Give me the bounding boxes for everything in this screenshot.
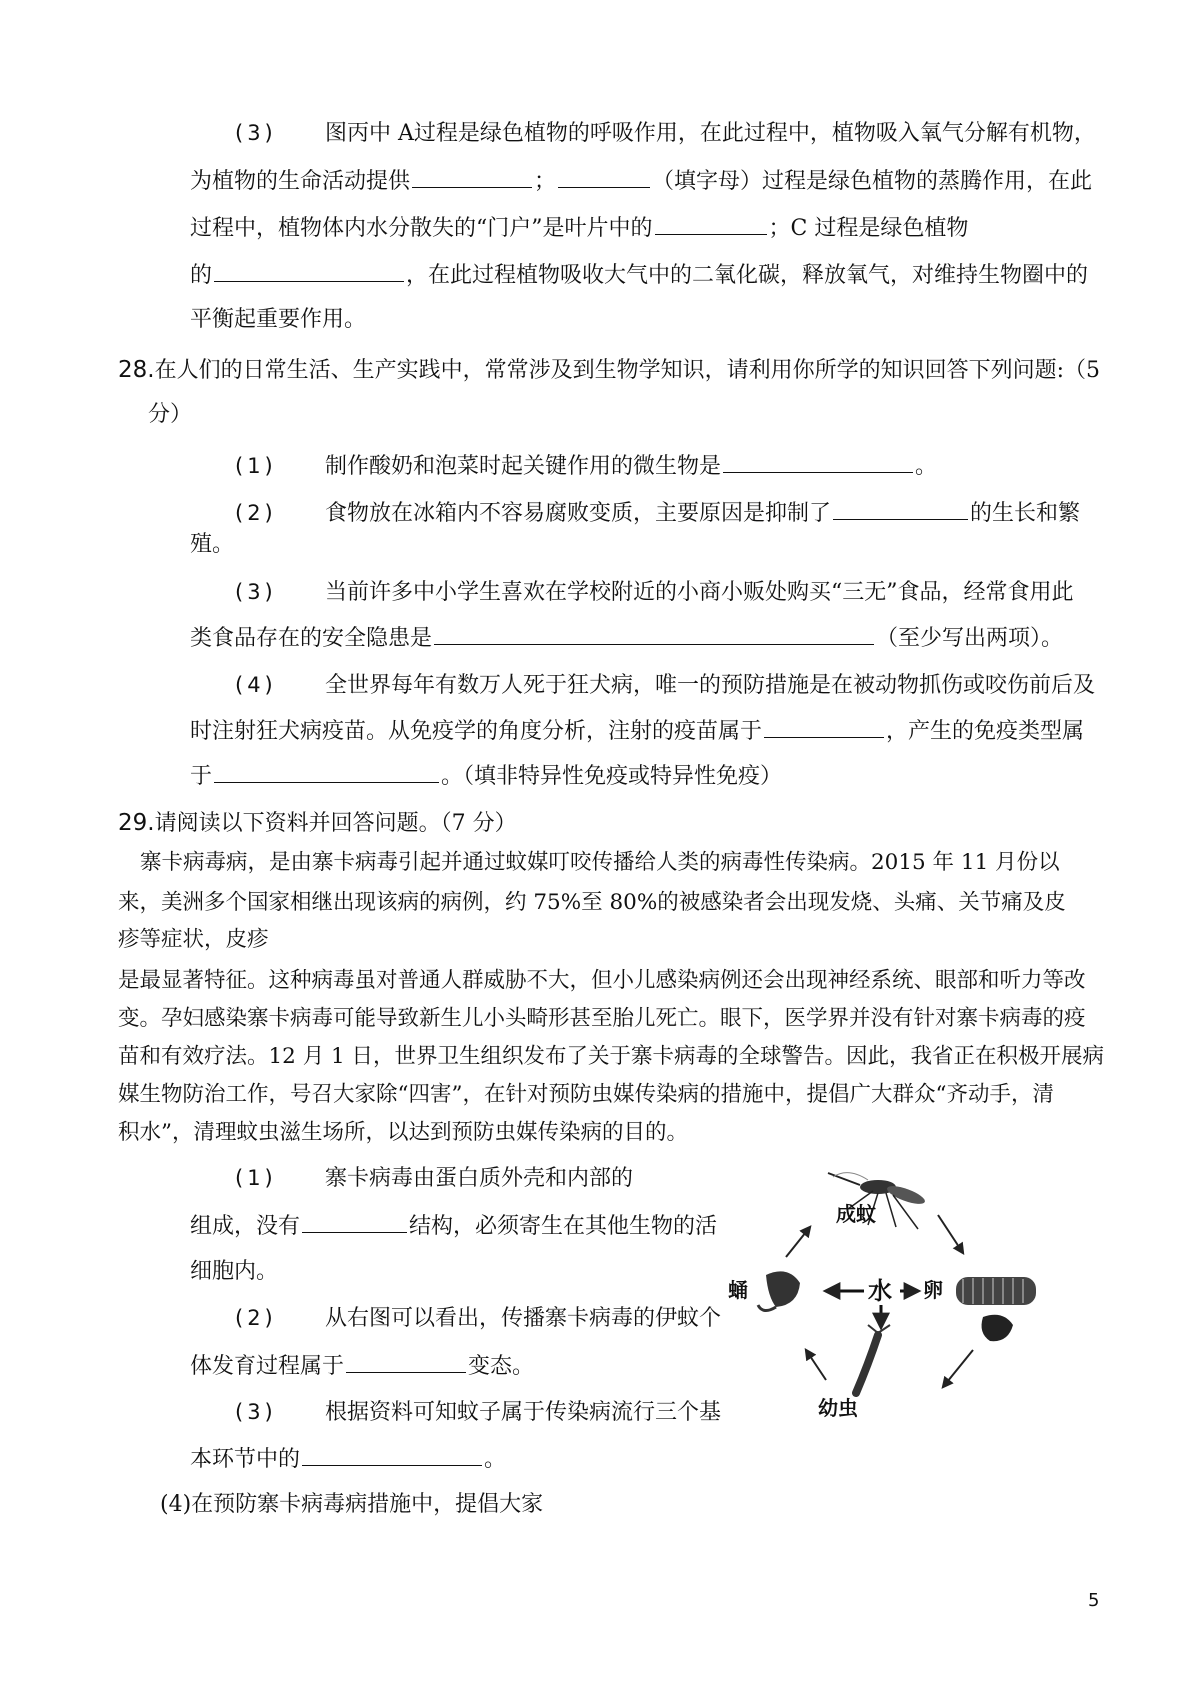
- q28-part4-cont2: 于 。（填非特异性免疫或特异性免疫）: [190, 760, 782, 792]
- pupa-icon: [758, 1271, 800, 1310]
- q29-passage-line: 变。孕妇感染寨卡病毒可能导致新生儿小头畸形甚至胎儿死亡。眼下，医学界并没有针对寨卡病毒的疫: [118, 1006, 1086, 1031]
- q27-3-line5: 平衡起重要作用。: [190, 307, 367, 332]
- page-number: 5: [1088, 1590, 1100, 1611]
- mosquito-life-cycle-diagram: [728, 1165, 1063, 1420]
- answer-blank[interactable]: [558, 165, 650, 188]
- q29-part2-cont: 体发育过程属于 变态。: [190, 1350, 534, 1382]
- q28-part4-cont: 时注射狂犬病疫苗。从免疫学的角度分析，注射的疫苗属于 ，产生的免疫类型属: [190, 715, 1084, 747]
- egg-raft-icon: [956, 1277, 1036, 1305]
- q28-stem: 28.在人们的日常生活、生产实践中，常常涉及到生物学知识，请利用你所学的知识回答下列问题:（5: [118, 357, 1100, 383]
- q29-passage-line: 是最显著特征。这种病毒虽对普通人群威胁不大，但小儿感染病例还会出现神经系统、眼部和听力等改: [118, 968, 1086, 993]
- q29-passage-line: 媒生物防治工作，号召大家除“四害”，在针对预防虫媒传染病的措施中，提倡广大群众“齐动手，清: [118, 1082, 1054, 1107]
- answer-blank[interactable]: [214, 760, 439, 783]
- q28-part1: (1) 制作酸奶和泡菜时起关键作用的微生物是 。: [235, 450, 937, 482]
- q29-part1-cont: 组成，没有 结构，必须寄生在其他生物的活: [190, 1210, 717, 1242]
- q29-passage-line: 寨卡病毒病，是由寨卡病毒引起并通过蚊媒叮咬传播给人类的病毒性传染病。2015 年 11 月份以: [140, 850, 1060, 875]
- q28-stem-cont: 分）: [148, 402, 193, 427]
- larva-icon: [856, 1325, 890, 1393]
- answer-blank[interactable]: [655, 212, 767, 235]
- q29-part2: (2) 从右图可以看出，传播寨卡病毒的伊蚊个: [235, 1306, 722, 1331]
- q29-part1: (1) 寨卡病毒由蛋白质外壳和内部的: [235, 1166, 634, 1191]
- label-pupa: 蛹: [728, 1278, 748, 1302]
- answer-blank[interactable]: [764, 715, 884, 738]
- answer-blank[interactable]: [346, 1350, 466, 1373]
- q28-part2-cont: 殖。: [190, 532, 235, 557]
- q27-3-line4: 的 ，在此过程植物吸收大气中的二氧化碳，释放氧气，对维持生物圈中的: [190, 259, 1088, 291]
- label-water: 水: [868, 1277, 892, 1305]
- q29-number: 29.: [118, 810, 155, 836]
- answer-blank[interactable]: [833, 497, 968, 520]
- q27-3-line3: 过程中，植物体内水分散失的“门户”是叶片中的 ；C 过程是绿色植物: [190, 212, 968, 244]
- q28-number: 28.: [118, 357, 155, 383]
- q27-3-line1: (3) 图丙中 A过程是绿色植物的呼吸作用，在此过程中，植物吸入氧气分解有机物，: [235, 118, 1096, 149]
- hatching-larvae-icon: [982, 1315, 1013, 1341]
- q28-part2: (2) 食物放在冰箱内不容易腐败变质，主要原因是抑制了 的生长和繁: [235, 497, 1080, 529]
- q29-part3: (3) 根据资料可知蚊子属于传染病流行三个基: [235, 1400, 722, 1425]
- q29-passage-line: 来，美洲多个国家相继出现该病的病例，约 75%至 80%的被感染者会出现发烧、头痛、关节痛及皮: [118, 890, 1066, 915]
- answer-blank[interactable]: [214, 259, 404, 282]
- answer-blank[interactable]: [434, 622, 874, 645]
- q28-part3: (3) 当前许多中小学生喜欢在学校附近的小商小贩处购买“三无”食品，经常食用此: [235, 580, 1074, 605]
- q28-part3-cont: 类食品存在的安全隐患是 （至少写出两项）。: [190, 622, 1063, 654]
- q27-3-label: (3): [235, 121, 277, 145]
- answer-blank[interactable]: [412, 165, 532, 188]
- answer-blank[interactable]: [302, 1443, 482, 1466]
- q28-part4: (4) 全世界每年有数万人死于狂犬病，唯一的预防措施是在被动物抓伤或咬伤前后及: [235, 673, 1096, 698]
- label-adult: 成蚊: [836, 1202, 876, 1226]
- q29-stem: 29.请阅读以下资料并回答问题。（7 分）: [118, 810, 517, 836]
- q29-passage-line: 积水”，清理蚊虫滋生场所，以达到预防虫媒传染病的目的。: [118, 1120, 688, 1145]
- label-larva: 幼虫: [818, 1396, 858, 1420]
- answer-blank[interactable]: [723, 450, 913, 473]
- q27-3-line2: 为植物的生命活动提供 ； （填字母）过程是绿色植物的蒸腾作用，在此: [190, 165, 1092, 197]
- q29-part4: (4)在预防寨卡病毒病措施中，提倡大家: [160, 1492, 544, 1517]
- q29-passage-line: 疹等症状，皮疹: [118, 927, 269, 952]
- answer-blank[interactable]: [302, 1210, 407, 1233]
- q29-part1-cont2: 细胞内。: [190, 1259, 279, 1284]
- q29-passage-line: 苗和有效疗法。12 月 1 日，世界卫生组织发布了关于寨卡病毒的全球警告。因此，我省正在积极开展病: [118, 1044, 1105, 1069]
- label-egg: 卵: [923, 1278, 943, 1302]
- q29-part3-cont: 本环节中的 。: [190, 1443, 506, 1475]
